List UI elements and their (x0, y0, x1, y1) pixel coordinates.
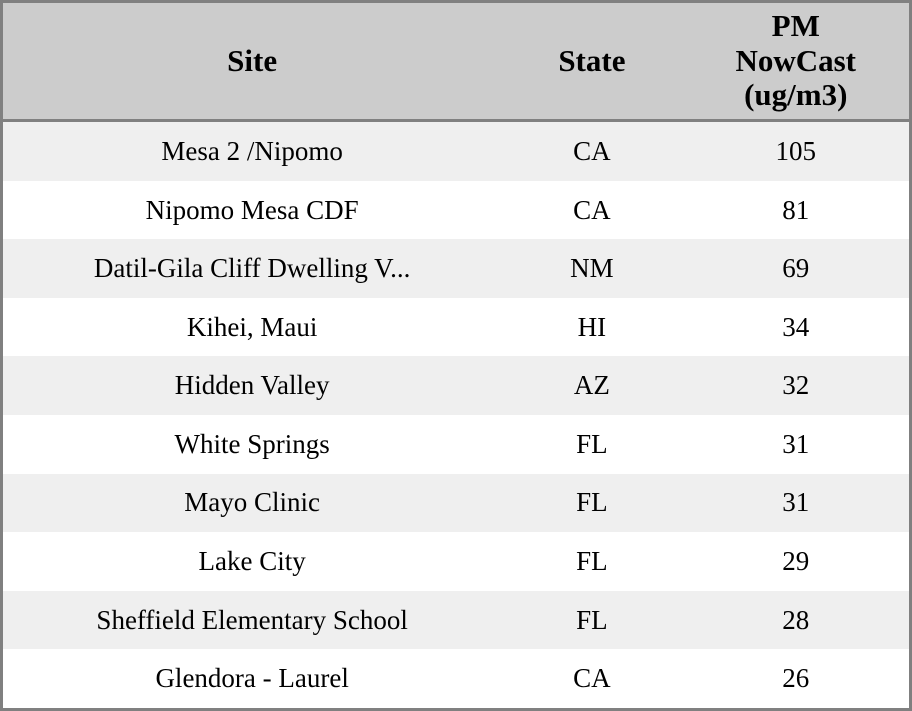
air-quality-table (3, 3, 909, 708)
cell-site: Sheffield Elementary School (3, 591, 501, 650)
cell-state: FL (501, 415, 682, 474)
table-row[interactable] (3, 532, 909, 591)
column-header-pm-nowcast-line2: NowCast (735, 42, 857, 78)
table-row[interactable] (3, 356, 909, 415)
cell-state: NM (501, 239, 682, 298)
cell-site: Mesa 2 /Nipomo (3, 121, 501, 181)
column-header-site[interactable] (3, 3, 501, 121)
cell-value: 31 (682, 415, 909, 474)
cell-state: HI (501, 298, 682, 357)
table-row[interactable] (3, 298, 909, 357)
table-body (3, 121, 909, 708)
column-header-state-label: State (558, 42, 626, 78)
cell-state: CA (501, 649, 682, 708)
cell-site: Lake City (3, 532, 501, 591)
cell-value: 29 (682, 532, 909, 591)
cell-value: 31 (682, 474, 909, 533)
column-header-site-label: Site (227, 42, 278, 78)
cell-state: FL (501, 532, 682, 591)
table-row[interactable] (3, 121, 909, 181)
cell-value: 28 (682, 591, 909, 650)
column-header-pm-nowcast-line1: PM (771, 8, 820, 43)
table-row[interactable] (3, 591, 909, 650)
cell-value: 34 (682, 298, 909, 357)
cell-state: CA (501, 181, 682, 240)
cell-value: 32 (682, 356, 909, 415)
cell-value: 105 (682, 121, 909, 181)
cell-site: Nipomo Mesa CDF (3, 181, 501, 240)
cell-state: FL (501, 474, 682, 533)
table-row[interactable] (3, 415, 909, 474)
cell-site: Kihei, Maui (3, 298, 501, 357)
table-row[interactable] (3, 239, 909, 298)
cell-state: CA (501, 121, 682, 181)
table-header-row (3, 3, 909, 121)
table-row[interactable] (3, 181, 909, 240)
table-header (3, 3, 909, 121)
cell-site: Datil-Gila Cliff Dwelling V... (3, 239, 501, 298)
cell-state: FL (501, 591, 682, 650)
cell-site: Hidden Valley (3, 356, 501, 415)
column-header-pm-nowcast-line3: (ug/m3) (744, 77, 848, 113)
cell-value: 26 (682, 649, 909, 708)
column-header-pm-nowcast[interactable] (682, 3, 909, 121)
cell-value: 81 (682, 181, 909, 240)
column-header-state[interactable] (501, 3, 682, 121)
table-row[interactable] (3, 649, 909, 708)
cell-site: White Springs (3, 415, 501, 474)
cell-site: Glendora - Laurel (3, 649, 501, 708)
cell-value: 69 (682, 239, 909, 298)
cell-state: AZ (501, 356, 682, 415)
table-row[interactable] (3, 474, 909, 533)
cell-site: Mayo Clinic (3, 474, 501, 533)
